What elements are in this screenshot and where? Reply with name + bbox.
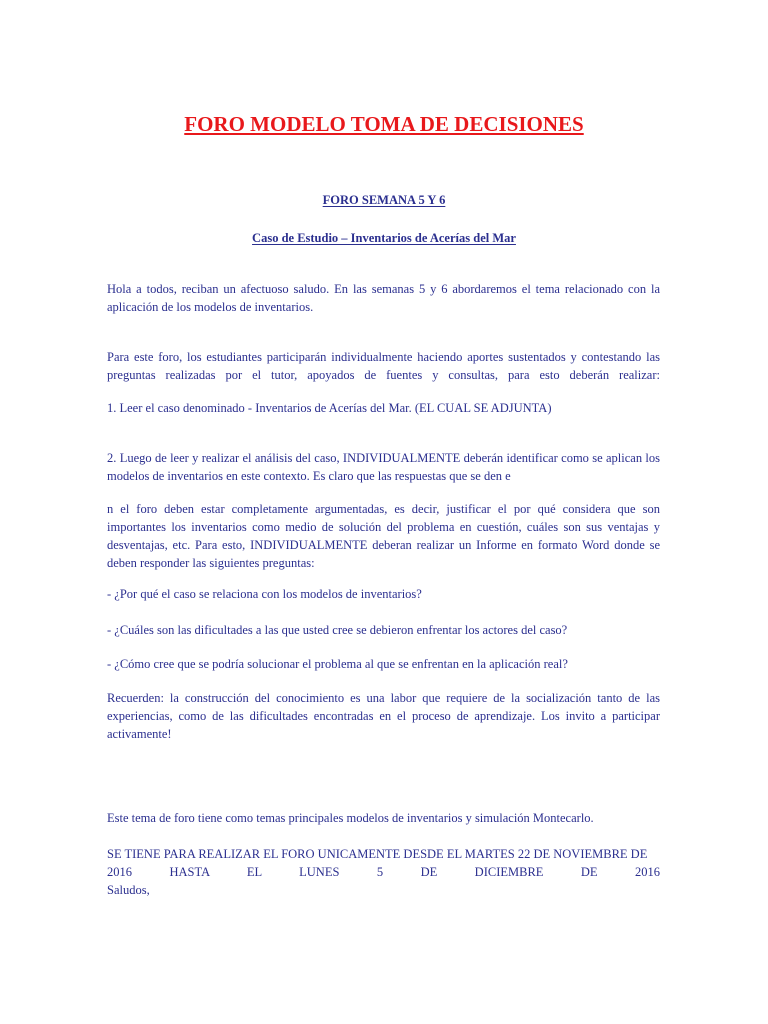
reminder-paragraph: Recuerden: la construcción del conocimiento es una labor que requiere de la socialización tanto de las experiencias, como de las dificultades encontradas en el proceso de aprendizaje. Los invito a participar activamente! <box>107 691 660 741</box>
step-1-text: 1. Leer el caso denominado - Inventarios de Acerías del Mar. (EL CUAL SE ADJUNTA) <box>107 401 552 415</box>
closing-text: Saludos, <box>107 883 150 897</box>
forum-instructions-line-2: preguntas realizadas por el tutor, apoyados de fuentes y consultas, para esto deberán realizar: <box>107 368 660 382</box>
forum-week-heading: FORO SEMANA 5 Y 6 <box>322 193 446 207</box>
topics-paragraph: Este tema de foro tiene como temas principales modelos de inventarios y simulación Montecarlo. <box>107 811 594 825</box>
step-2-continuation-paragraph: n el foro deben estar completamente argumentadas, es decir, justificar el por qué considera que son importantes los inventarios como medio de solución del problema en cuestión, cuáles son sus ventajas y desventajas, etc. Para esto, INDIVIDUALMENTE deberan realizar un Informe en formato Word donde se deben responder las siguientes preguntas: <box>107 502 660 570</box>
question-1: - ¿Por qué el caso se relaciona con los modelos de inventarios? <box>107 587 422 601</box>
intro-paragraph: Hola a todos, reciban un afectuoso saludo. En las semanas 5 y 6 abordaremos el tema relacionado con la aplicación de los modelos de inventarios. <box>107 282 660 314</box>
forum-instructions-paragraph <box>107 348 660 384</box>
schedule-paragraph <box>107 845 660 899</box>
question-2: - ¿Cuáles son las dificultades a las que usted cree se debieron enfrentar los actores del caso? <box>107 623 568 637</box>
question-3: - ¿Cómo cree que se podría solucionar el problema al que se enfrentan en la aplicación real? <box>107 657 568 671</box>
step-2-paragraph: 2. Luego de leer y realizar el análisis del caso, INDIVIDUALMENTE deberán identificar como se aplican los modelos de inventarios en este contexto. Es claro que las respuestas que se den e <box>107 451 660 483</box>
schedule-line-2: 2016 HASTA EL LUNES 5 DE DICIEMBRE DE 2016 <box>107 865 660 879</box>
schedule-line-1: SE TIENE PARA REALIZAR EL FORO UNICAMENTE DESDE EL MARTES 22 DE NOVIEMBRE DE <box>107 847 648 861</box>
document-title: FORO MODELO TOMA DE DECISIONES <box>184 112 584 136</box>
forum-instructions-line-1: Para este foro, los estudiantes participarán individualmente haciendo aportes sustentados y contestando las <box>107 350 660 364</box>
case-study-heading: Caso de Estudio – Inventarios de Acerías del Mar <box>252 231 516 245</box>
